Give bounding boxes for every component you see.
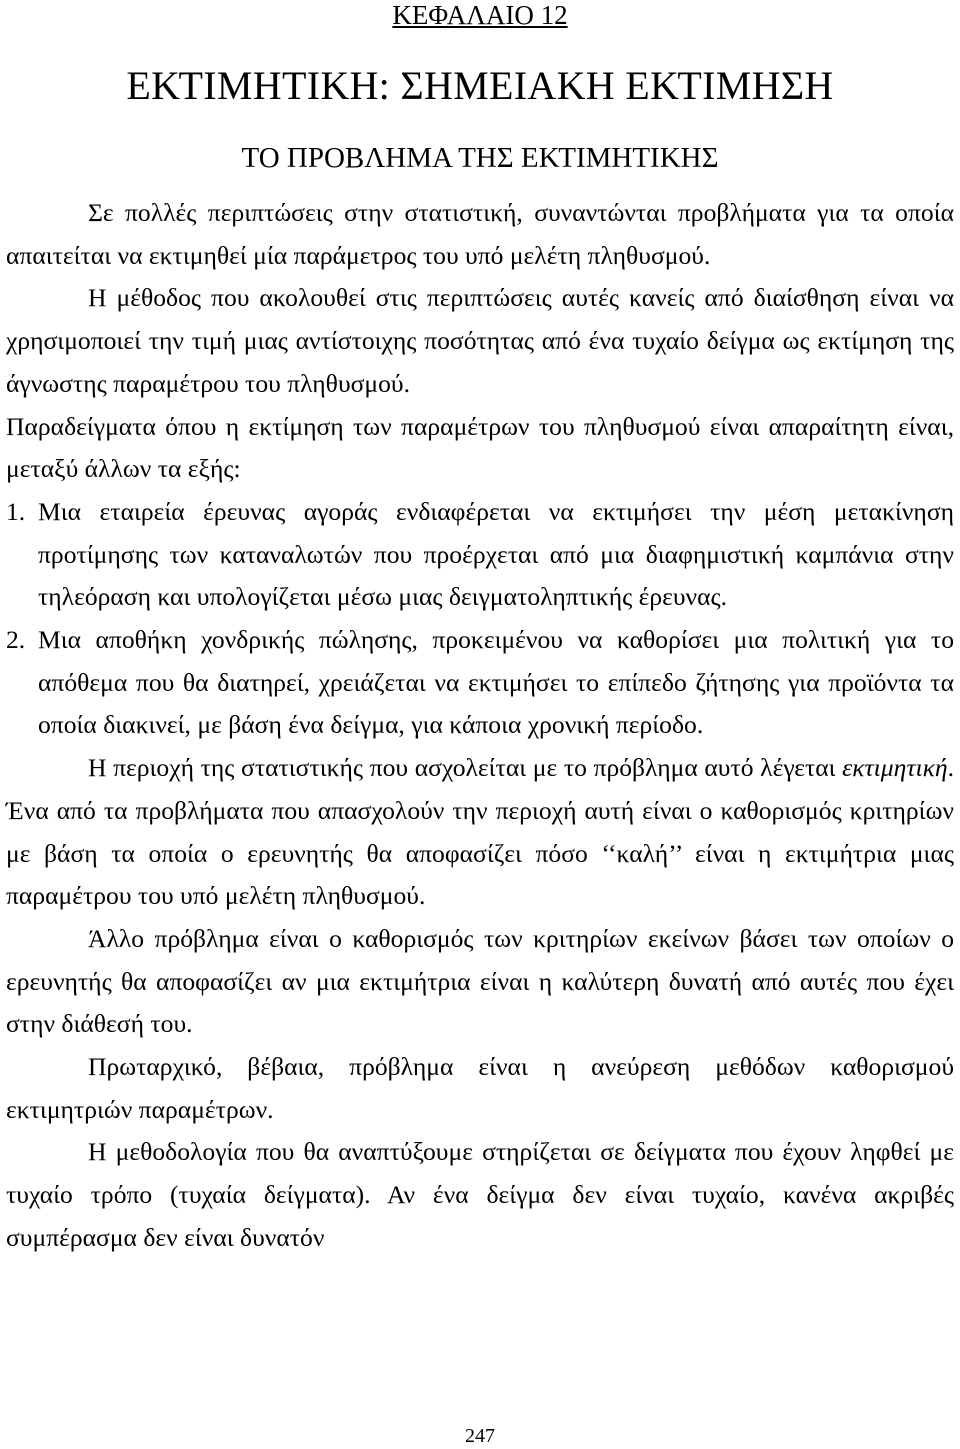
paragraph-text: . Ένα από τα προβλήματα που απασχολούν την περιοχή αυτή είναι ο καθορισμός κριτηρίων με βάση τα οποία ο ερευνητής θα αποφασίζει πόσο ‘‘καλή’’ είναι η εκτιμήτρια μιας παραμέτρου του υπό μελέτη πληθυσμού.	[6, 753, 954, 911]
list-item-number: 2.	[6, 625, 26, 655]
paragraph-method: Η μέθοδος που ακολουθεί στις περιπτώσεις αυτές κανείς από διαίσθηση είναι να χρησιμοποιεί την τιμή μιας αντίστοιχης ποσότητας από ένα τυχαίο δείγμα ως εκτίμηση της άγνωστης παραμέτρου του πληθυσμού.	[6, 283, 954, 398]
list-item	[6, 619, 954, 747]
list-item-text: Μια εταιρεία έρευνας αγοράς ενδιαφέρεται να εκτιμήσει την μέση μετακίνηση προτίμησης των καταναλωτών που προέρχεται από μια διαφημιστική καμπάνια στην τηλεόραση και υπολογίζεται μέσω μιας δειγματοληπτικής έρευνας.	[38, 496, 954, 612]
list-item	[6, 491, 954, 619]
section-heading: ΤΟ ΠΡΟΒΛΗΜΑ ΤΗΣ ΕΚΤΙΜΗΤΙΚΗΣ	[241, 142, 719, 174]
paragraph-methodology: Η μεθοδολογία που θα αναπτύξουμε στηρίζεται σε δείγματα που έχουν ληφθεί με τυχαίο τρόπο (τυχαία δείγματα). Αν ένα δείγμα δεν είναι τυχαίο, κανένα ακριβές συμπέρασμα δεν είναι δυνατόν	[6, 1137, 954, 1252]
page-number: 247	[465, 1425, 495, 1447]
chapter-heading: ΚΕΦΑΛΑΙΟ 12	[392, 0, 568, 30]
paragraph-examples: Παραδείγματα όπου η εκτίμηση των παραμέτρων του πληθυσμού είναι απαραίτητη είναι, μεταξύ άλλων τα εξής:	[6, 411, 954, 484]
italic-term: εκτιμητική	[842, 753, 948, 783]
paragraph-intro: Σε πολλές περιπτώσεις στην στατιστική, συναντώνται προβλήματα για τα οποία απαιτείται να εκτιμηθεί μία παράμετρος του υπό μελέτη πληθυσμού.	[6, 198, 954, 270]
paragraph-estimation	[6, 747, 954, 918]
list-item-text: Μια αποθήκη χονδρικής πώλησης, προκειμένου να καθορίσει μια πολιτική για το απόθεμα που θα διατηρεί, χρειάζεται να εκτιμήσει το επίπεδο ζήτησης για προϊόντα τα οποία διακινεί, με βάση ένα δείγμα, για κάποια χρονική περίοδο.	[38, 625, 954, 740]
list-item-number: 1.	[6, 496, 26, 526]
paragraph-methods: Πρωταρχικό, βέβαια, πρόβλημα είναι η ανεύρεση μεθόδων καθορισμού εκτιμητριών παραμέτρων.	[6, 1052, 954, 1124]
page-title: ΕΚΤΙΜΗΤΙΚΗ: ΣΗΜΕΙΑΚΗ ΕΚΤΙΜΗΣΗ	[126, 63, 834, 108]
paragraph-criteria: Άλλο πρόβλημα είναι ο καθορισμός των κριτηρίων εκείνων βάσει των οποίων ο ερευνητής θα αποφασίζει αν μια εκτιμήτρια είναι η καλύτερη δυνατή από αυτές που έχει στην διάθεσή του.	[6, 923, 954, 1039]
paragraph-text: Η περιοχή της στατιστικής που ασχολείται με το πρόβλημα αυτό λέγεται	[88, 753, 843, 783]
body-text	[6, 192, 954, 1260]
